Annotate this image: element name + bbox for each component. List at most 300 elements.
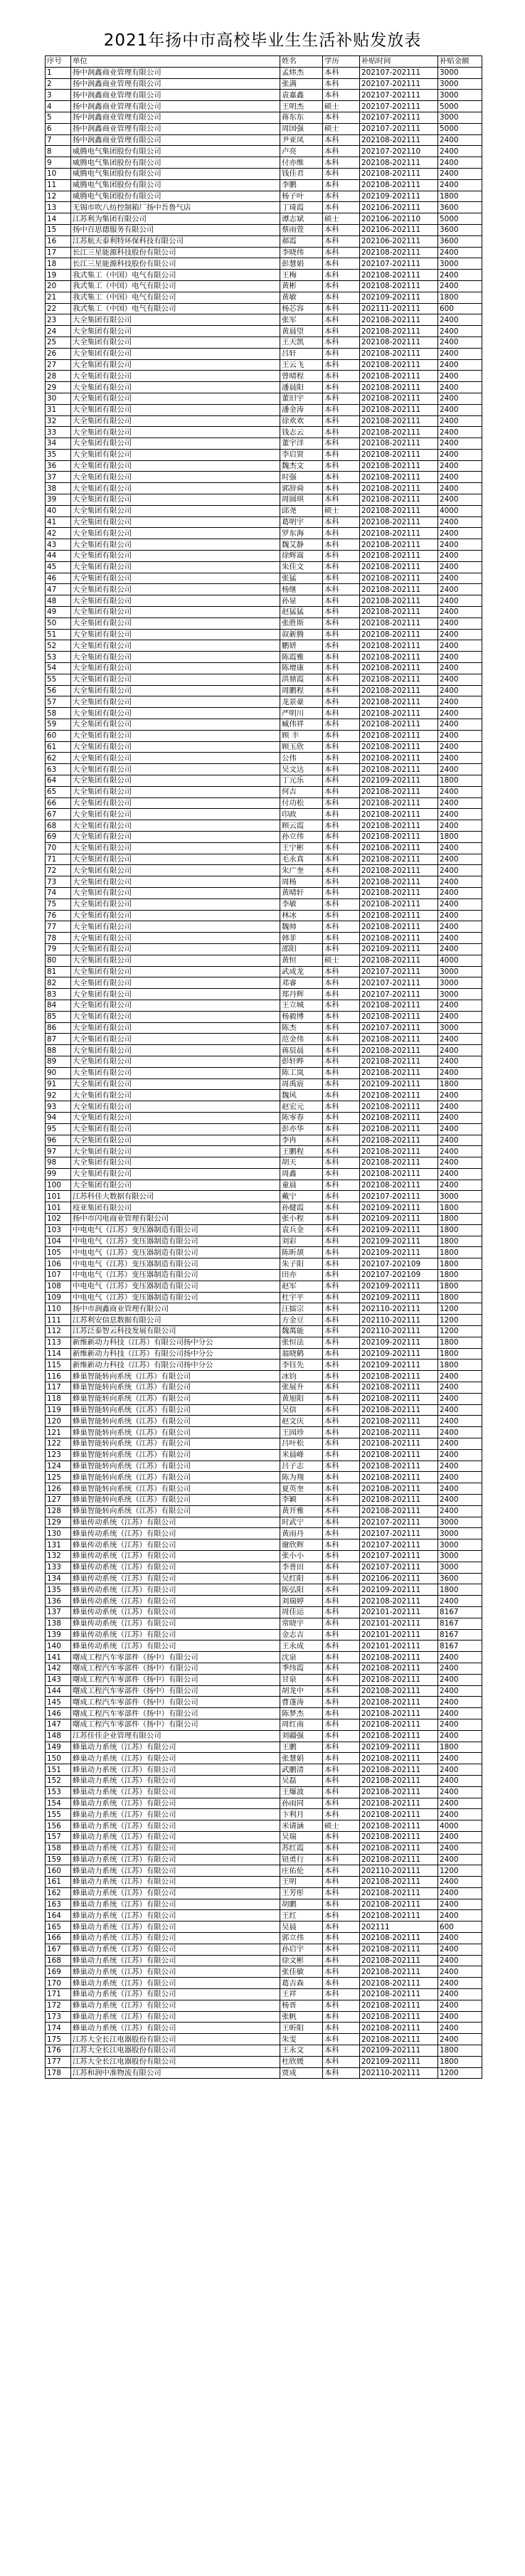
cell-index: 138 bbox=[46, 1618, 71, 1629]
table-row bbox=[46, 955, 482, 966]
cell-employer: 大全集团有限公司 bbox=[71, 741, 280, 753]
cell-period: 202108-202111 bbox=[360, 1854, 438, 1865]
cell-degree: 本科 bbox=[323, 876, 360, 888]
cell-name: 李鹏 bbox=[280, 179, 323, 191]
cell-amount: 1200 bbox=[438, 2067, 482, 2079]
cell-index: 173 bbox=[46, 2011, 71, 2023]
cell-index: 54 bbox=[46, 663, 71, 674]
cell-name: 鹏妍 bbox=[280, 640, 323, 652]
cell-degree: 本科 bbox=[323, 741, 360, 753]
cell-name: 郭立伟 bbox=[280, 1933, 323, 1944]
cell-name: 王鹏 bbox=[280, 1742, 323, 1753]
cell-amount: 2400 bbox=[438, 1674, 482, 1685]
cell-index: 45 bbox=[46, 561, 71, 573]
table-row bbox=[46, 1910, 482, 1922]
table-row bbox=[46, 1191, 482, 1202]
table-row bbox=[46, 1449, 482, 1461]
table-row bbox=[46, 314, 482, 326]
cell-amount: 2400 bbox=[438, 1910, 482, 1922]
cell-amount: 4000 bbox=[438, 1820, 482, 1832]
cell-employer: 蜂巢动力系统（江苏）有限公司 bbox=[71, 1809, 280, 1820]
cell-period: 202108-202111 bbox=[360, 393, 438, 404]
cell-employer: 大全集团有限公司 bbox=[71, 887, 280, 899]
cell-employer: 大全集团有限公司 bbox=[71, 326, 280, 337]
table-row bbox=[46, 404, 482, 415]
cell-period: 202108-202111 bbox=[360, 629, 438, 640]
cell-name: 郑丹辉 bbox=[280, 989, 323, 1000]
cell-employer: 江苏科佳大数据有限公司 bbox=[71, 1191, 280, 1202]
cell-amount: 2400 bbox=[438, 551, 482, 562]
cell-name: 王祥 bbox=[280, 1989, 323, 2000]
cell-name: 孙雨同 bbox=[280, 1798, 323, 1809]
table-row bbox=[46, 910, 482, 921]
cell-amount: 2400 bbox=[438, 472, 482, 483]
cell-period: 202106-202111 bbox=[360, 202, 438, 213]
cell-index: 136 bbox=[46, 1596, 71, 1607]
cell-amount: 2400 bbox=[438, 1831, 482, 1843]
cell-index: 29 bbox=[46, 382, 71, 393]
cell-name: 周杨 bbox=[280, 876, 323, 888]
table-row bbox=[46, 191, 482, 202]
cell-employer: 大全集团有限公司 bbox=[71, 764, 280, 775]
table-row bbox=[46, 607, 482, 618]
cell-name: 李颖 bbox=[280, 1495, 323, 1506]
cell-period: 202108-202111 bbox=[360, 1775, 438, 1786]
cell-name: 吴晨 bbox=[280, 1922, 323, 1933]
cell-index: 44 bbox=[46, 551, 71, 562]
cell-amount: 2400 bbox=[438, 1685, 482, 1697]
cell-employer: 蜂巢动力系统（江苏）有限公司 bbox=[71, 2023, 280, 2034]
cell-index: 116 bbox=[46, 1371, 71, 1382]
cell-index: 134 bbox=[46, 1573, 71, 1584]
table-row bbox=[46, 179, 482, 191]
table-row bbox=[46, 1404, 482, 1416]
cell-name: 王云飞 bbox=[280, 359, 323, 371]
cell-period: 202108-202111 bbox=[360, 2011, 438, 2023]
cell-index: 111 bbox=[46, 1315, 71, 1326]
cell-period: 202108-202111 bbox=[360, 179, 438, 191]
cell-degree: 本科 bbox=[323, 696, 360, 708]
cell-degree: 本科 bbox=[323, 292, 360, 303]
table-row bbox=[46, 2034, 482, 2045]
cell-period: 202108-202111 bbox=[360, 1483, 438, 1495]
cell-amount: 3000 bbox=[438, 1539, 482, 1551]
cell-index: 130 bbox=[46, 1528, 71, 1539]
cell-amount: 2400 bbox=[438, 561, 482, 573]
cell-name: 印政 bbox=[280, 809, 323, 820]
cell-index: 159 bbox=[46, 1854, 71, 1865]
cell-employer: 蜂巢智能转向系统（江苏）有限公司 bbox=[71, 1449, 280, 1461]
cell-index: 86 bbox=[46, 1022, 71, 1034]
cell-employer: 大全集团有限公司 bbox=[71, 528, 280, 539]
cell-name: 王芳彤 bbox=[280, 1887, 323, 1899]
cell-index: 24 bbox=[46, 326, 71, 337]
cell-index: 171 bbox=[46, 1989, 71, 2000]
cell-degree: 本科 bbox=[323, 382, 360, 393]
table-row bbox=[46, 1067, 482, 1078]
cell-period: 202107-202111 bbox=[360, 977, 438, 989]
cell-degree: 本科 bbox=[323, 1697, 360, 1708]
cell-period: 202108-202111 bbox=[360, 1011, 438, 1022]
cell-period: 202107-202109 bbox=[360, 1258, 438, 1270]
cell-name: 林冰 bbox=[280, 910, 323, 921]
cell-period: 202108-202111 bbox=[360, 551, 438, 562]
cell-name: 严明川 bbox=[280, 708, 323, 719]
cell-amount: 2400 bbox=[438, 1090, 482, 1101]
cell-index: 104 bbox=[46, 1236, 71, 1247]
cell-degree: 本科 bbox=[323, 2023, 360, 2034]
cell-employer: 大全集团有限公司 bbox=[71, 449, 280, 460]
cell-index: 99 bbox=[46, 1168, 71, 1180]
table-row bbox=[46, 1101, 482, 1113]
cell-period: 202108-202111 bbox=[360, 1449, 438, 1461]
cell-name: 邓睿 bbox=[280, 977, 323, 989]
cell-name: 魏风 bbox=[280, 1090, 323, 1101]
table-row bbox=[46, 213, 482, 225]
cell-degree: 本科 bbox=[323, 820, 360, 832]
cell-name: 孙立伟 bbox=[280, 831, 323, 842]
cell-employer: 大全集团有限公司 bbox=[71, 977, 280, 989]
cell-amount: 600 bbox=[438, 1922, 482, 1933]
table-row bbox=[46, 899, 482, 910]
cell-degree: 本科 bbox=[323, 1663, 360, 1674]
cell-degree: 本科 bbox=[323, 1505, 360, 1517]
cell-amount: 2400 bbox=[438, 1899, 482, 1910]
cell-index: 78 bbox=[46, 933, 71, 944]
cell-period: 202108-202111 bbox=[360, 1989, 438, 2000]
cell-period: 202109-202111 bbox=[360, 943, 438, 955]
cell-amount: 3000 bbox=[438, 1191, 482, 1202]
cell-amount: 5000 bbox=[438, 213, 482, 225]
cell-name: 黄开雅 bbox=[280, 1505, 323, 1517]
cell-name: 郝霞 bbox=[280, 235, 323, 247]
cell-period: 202108-202111 bbox=[360, 1382, 438, 1394]
cell-employer: 大全集团有限公司 bbox=[71, 1123, 280, 1135]
cell-index: 63 bbox=[46, 764, 71, 775]
cell-amount: 2400 bbox=[438, 730, 482, 741]
cell-degree: 本科 bbox=[323, 449, 360, 460]
cell-period: 202108-202111 bbox=[360, 842, 438, 854]
table-row bbox=[46, 1472, 482, 1483]
cell-period: 202108-202111 bbox=[360, 753, 438, 764]
cell-index: 23 bbox=[46, 314, 71, 326]
table-row bbox=[46, 865, 482, 876]
cell-employer: 蜂巢智能转向系统（江苏）有限公司 bbox=[71, 1371, 280, 1382]
cell-degree: 本科 bbox=[323, 719, 360, 731]
cell-amount: 2400 bbox=[438, 1877, 482, 1888]
cell-period: 202108-202111 bbox=[360, 1045, 438, 1056]
cell-name: 王明杰 bbox=[280, 101, 323, 112]
table-row bbox=[46, 1382, 482, 1394]
cell-amount: 2400 bbox=[438, 573, 482, 584]
cell-name: 孙启宇 bbox=[280, 1944, 323, 1955]
cell-degree: 本科 bbox=[323, 1168, 360, 1180]
cell-amount: 2400 bbox=[438, 382, 482, 393]
table-row bbox=[46, 1843, 482, 1854]
cell-name: 武成龙 bbox=[280, 966, 323, 977]
cell-amount: 2400 bbox=[438, 179, 482, 191]
cell-period: 202108-202111 bbox=[360, 539, 438, 551]
table-row bbox=[46, 831, 482, 842]
cell-period: 202108-202111 bbox=[360, 1753, 438, 1764]
cell-employer: 新维新动力科技（江苏）有限公司扬中分公 bbox=[71, 1348, 280, 1359]
cell-name: 彭慧娟 bbox=[280, 258, 323, 270]
cell-index: 174 bbox=[46, 2023, 71, 2034]
cell-degree: 本科 bbox=[323, 966, 360, 977]
table-row bbox=[46, 449, 482, 460]
cell-amount: 2400 bbox=[438, 1708, 482, 1719]
table-row bbox=[46, 1416, 482, 1427]
cell-employer: 蜂巢动力系统（江苏）有限公司 bbox=[71, 1944, 280, 1955]
cell-employer: 大全集团有限公司 bbox=[71, 674, 280, 685]
cell-employer: 大全集团有限公司 bbox=[71, 1168, 280, 1180]
table-row bbox=[46, 584, 482, 595]
cell-period: 202109-202111 bbox=[360, 1281, 438, 1292]
cell-amount: 2400 bbox=[438, 134, 482, 146]
cell-amount: 1800 bbox=[438, 1270, 482, 1281]
cell-degree: 本科 bbox=[323, 910, 360, 921]
cell-degree: 硕士 bbox=[323, 505, 360, 516]
cell-period: 202108-202111 bbox=[360, 1944, 438, 1955]
table-row bbox=[46, 1292, 482, 1303]
cell-degree: 本科 bbox=[323, 179, 360, 191]
cell-degree: 本科 bbox=[323, 887, 360, 899]
table-row bbox=[46, 157, 482, 169]
cell-name: 魏艾静 bbox=[280, 539, 323, 551]
cell-name: 苏红霞 bbox=[280, 1843, 323, 1854]
cell-index: 69 bbox=[46, 831, 71, 842]
cell-name: 钱佳君 bbox=[280, 168, 323, 179]
cell-employer: 大全集团有限公司 bbox=[71, 753, 280, 764]
cell-employer: 蜂巢智能转向系统（江苏）有限公司 bbox=[71, 1427, 280, 1438]
cell-period: 202108-202111 bbox=[360, 933, 438, 944]
cell-employer: 大全集团有限公司 bbox=[71, 831, 280, 842]
cell-employer: 蜂巢智能转向系统（江苏）有限公司 bbox=[71, 1404, 280, 1416]
cell-index: 20 bbox=[46, 280, 71, 292]
cell-period: 202108-202111 bbox=[360, 1798, 438, 1809]
table-row bbox=[46, 359, 482, 371]
cell-index: 56 bbox=[46, 685, 71, 696]
cell-degree: 本科 bbox=[323, 1584, 360, 1596]
cell-period: 202111 bbox=[360, 1922, 438, 1933]
cell-employer: 大全集团有限公司 bbox=[71, 382, 280, 393]
cell-amount: 2400 bbox=[438, 640, 482, 652]
table-row bbox=[46, 415, 482, 427]
table-row bbox=[46, 1157, 482, 1169]
table-row bbox=[46, 1606, 482, 1618]
cell-index: 35 bbox=[46, 449, 71, 460]
cell-period: 202108-202111 bbox=[360, 494, 438, 506]
cell-index: 148 bbox=[46, 1730, 71, 1742]
cell-name: 叙新腾 bbox=[280, 629, 323, 640]
cell-name: 黄旭阳 bbox=[280, 1393, 323, 1404]
cell-name: 孟炜杰 bbox=[280, 67, 323, 78]
cell-name: 臧伟祥 bbox=[280, 719, 323, 731]
cell-index: 143 bbox=[46, 1674, 71, 1685]
cell-index: 95 bbox=[46, 1123, 71, 1135]
cell-period: 202108-202111 bbox=[360, 348, 438, 359]
cell-employer: 蜂巢动力系统（江苏）有限公司 bbox=[71, 1899, 280, 1910]
cell-name: 付亦维 bbox=[280, 157, 323, 169]
cell-amount: 2400 bbox=[438, 1101, 482, 1113]
cell-employer: 蜂巢动力系统（江苏）有限公司 bbox=[71, 1978, 280, 1989]
table-row bbox=[46, 1483, 482, 1495]
cell-name: 蔡雨萱 bbox=[280, 224, 323, 235]
cell-name: 刘疆强 bbox=[280, 1730, 323, 1742]
header-employer: 单位 bbox=[71, 56, 280, 68]
cell-index: 176 bbox=[46, 2045, 71, 2057]
table-row bbox=[46, 539, 482, 551]
cell-degree: 本科 bbox=[323, 1742, 360, 1753]
cell-employer: 中电电气（江苏）变压器制造有限公司 bbox=[71, 1224, 280, 1236]
cell-degree: 本科 bbox=[323, 1854, 360, 1865]
cell-period: 202109-202111 bbox=[360, 191, 438, 202]
cell-index: 94 bbox=[46, 1112, 71, 1123]
cell-degree: 本科 bbox=[323, 1966, 360, 1978]
table-row bbox=[46, 382, 482, 393]
cell-period: 202108-202111 bbox=[360, 168, 438, 179]
cell-amount: 2400 bbox=[438, 1809, 482, 1820]
cell-index: 117 bbox=[46, 1382, 71, 1394]
cell-employer: 扬中润鑫商业管理有限公司 bbox=[71, 78, 280, 90]
cell-index: 107 bbox=[46, 1270, 71, 1281]
cell-degree: 本科 bbox=[323, 134, 360, 146]
cell-degree: 本科 bbox=[323, 1292, 360, 1303]
cell-name: 王永成 bbox=[280, 1641, 323, 1652]
cell-amount: 2400 bbox=[438, 2034, 482, 2045]
cell-name: 汪擂宗 bbox=[280, 1303, 323, 1315]
cell-employer: 蜂巢动力系统（江苏）有限公司 bbox=[71, 1742, 280, 1753]
cell-degree: 本科 bbox=[323, 618, 360, 629]
cell-amount: 1800 bbox=[438, 191, 482, 202]
cell-period: 202108-202111 bbox=[360, 955, 438, 966]
cell-period: 202108-202111 bbox=[360, 427, 438, 438]
cell-amount: 2400 bbox=[438, 820, 482, 832]
cell-degree: 本科 bbox=[323, 842, 360, 854]
cell-amount: 2400 bbox=[438, 1495, 482, 1506]
cell-amount: 2400 bbox=[438, 1461, 482, 1472]
cell-index: 121 bbox=[46, 1427, 71, 1438]
cell-period: 202108-202111 bbox=[360, 516, 438, 528]
table-row bbox=[46, 393, 482, 404]
cell-employer: 大全集团有限公司 bbox=[71, 393, 280, 404]
cell-period: 202109-202111 bbox=[360, 1292, 438, 1303]
cell-index: 139 bbox=[46, 1629, 71, 1641]
cell-amount: 8167 bbox=[438, 1606, 482, 1618]
cell-amount: 2400 bbox=[438, 1112, 482, 1123]
cell-degree: 本科 bbox=[323, 1393, 360, 1404]
table-row bbox=[46, 112, 482, 123]
table-row bbox=[46, 1944, 482, 1955]
cell-period: 202106-202111 bbox=[360, 235, 438, 247]
cell-name: 卞利月 bbox=[280, 1809, 323, 1820]
cell-period: 202108-202111 bbox=[360, 809, 438, 820]
cell-degree: 本科 bbox=[323, 1123, 360, 1135]
cell-employer: 大全集团有限公司 bbox=[71, 483, 280, 494]
cell-employer: 大全集团有限公司 bbox=[71, 404, 280, 415]
cell-period: 202108-202111 bbox=[360, 865, 438, 876]
cell-index: 165 bbox=[46, 1922, 71, 1933]
cell-amount: 2400 bbox=[438, 943, 482, 955]
cell-name: 朱广奎 bbox=[280, 865, 323, 876]
cell-period: 202108-202111 bbox=[360, 1461, 438, 1472]
cell-period: 202108-202111 bbox=[360, 1685, 438, 1697]
table-row bbox=[46, 797, 482, 809]
cell-index: 149 bbox=[46, 1742, 71, 1753]
cell-degree: 本科 bbox=[323, 943, 360, 955]
table-row bbox=[46, 989, 482, 1000]
cell-name: 蒋东东 bbox=[280, 112, 323, 123]
cell-period: 202108-202111 bbox=[360, 1719, 438, 1730]
table-row bbox=[46, 1584, 482, 1596]
cell-employer: 大全集团有限公司 bbox=[71, 933, 280, 944]
cell-name: 毛永真 bbox=[280, 854, 323, 865]
cell-degree: 本科 bbox=[323, 1517, 360, 1528]
cell-amount: 3000 bbox=[438, 977, 482, 989]
cell-period: 202109-202111 bbox=[360, 292, 438, 303]
cell-employer: 大全集团有限公司 bbox=[71, 640, 280, 652]
cell-name: 刘彩 bbox=[280, 1236, 323, 1247]
cell-period: 202108-202111 bbox=[360, 449, 438, 460]
cell-name: 曹蓬涛 bbox=[280, 1697, 323, 1708]
table-row bbox=[46, 90, 482, 101]
cell-index: 96 bbox=[46, 1135, 71, 1146]
cell-amount: 2400 bbox=[438, 1427, 482, 1438]
cell-amount: 2400 bbox=[438, 1887, 482, 1899]
cell-name: 李晓伟 bbox=[280, 247, 323, 258]
table-row bbox=[46, 202, 482, 213]
table-row bbox=[46, 1180, 482, 1191]
table-row bbox=[46, 921, 482, 933]
cell-period: 202107-202110 bbox=[360, 146, 438, 157]
table-row bbox=[46, 786, 482, 797]
cell-index: 100 bbox=[46, 1180, 71, 1191]
cell-amount: 2400 bbox=[438, 1045, 482, 1056]
cell-degree: 本科 bbox=[323, 1202, 360, 1214]
table-row bbox=[46, 1663, 482, 1674]
cell-index: 50 bbox=[46, 618, 71, 629]
table-row bbox=[46, 348, 482, 359]
cell-index: 164 bbox=[46, 1910, 71, 1922]
cell-name: 董旧宇 bbox=[280, 393, 323, 404]
cell-amount: 2400 bbox=[438, 516, 482, 528]
cell-index: 17 bbox=[46, 247, 71, 258]
table-row bbox=[46, 1831, 482, 1843]
cell-employer: 大全集团有限公司 bbox=[71, 1011, 280, 1022]
cell-period: 202107-202111 bbox=[360, 258, 438, 270]
cell-period: 202107-202111 bbox=[360, 1022, 438, 1034]
cell-name: 王红 bbox=[280, 1910, 323, 1922]
cell-period: 202109-202111 bbox=[360, 1224, 438, 1236]
cell-name: 黄敏 bbox=[280, 292, 323, 303]
table-row bbox=[46, 2023, 482, 2034]
cell-degree: 本科 bbox=[323, 1472, 360, 1483]
cell-name: 陈工岚 bbox=[280, 1067, 323, 1078]
cell-period: 202108-202111 bbox=[360, 719, 438, 731]
cell-name: 潘晨阳 bbox=[280, 382, 323, 393]
cell-degree: 本科 bbox=[323, 561, 360, 573]
cell-degree: 本科 bbox=[323, 2067, 360, 2079]
cell-index: 67 bbox=[46, 809, 71, 820]
table-row bbox=[46, 1955, 482, 1966]
cell-index: 103 bbox=[46, 1224, 71, 1236]
cell-employer: 曙成工程汽车零部件（扬中）有限公司 bbox=[71, 1674, 280, 1685]
cell-degree: 本科 bbox=[323, 1157, 360, 1169]
cell-employer: 江苏大全长江电器股份有限公司 bbox=[71, 2056, 280, 2067]
cell-degree: 本科 bbox=[323, 1191, 360, 1202]
table-row bbox=[46, 427, 482, 438]
table-row bbox=[46, 1168, 482, 1180]
